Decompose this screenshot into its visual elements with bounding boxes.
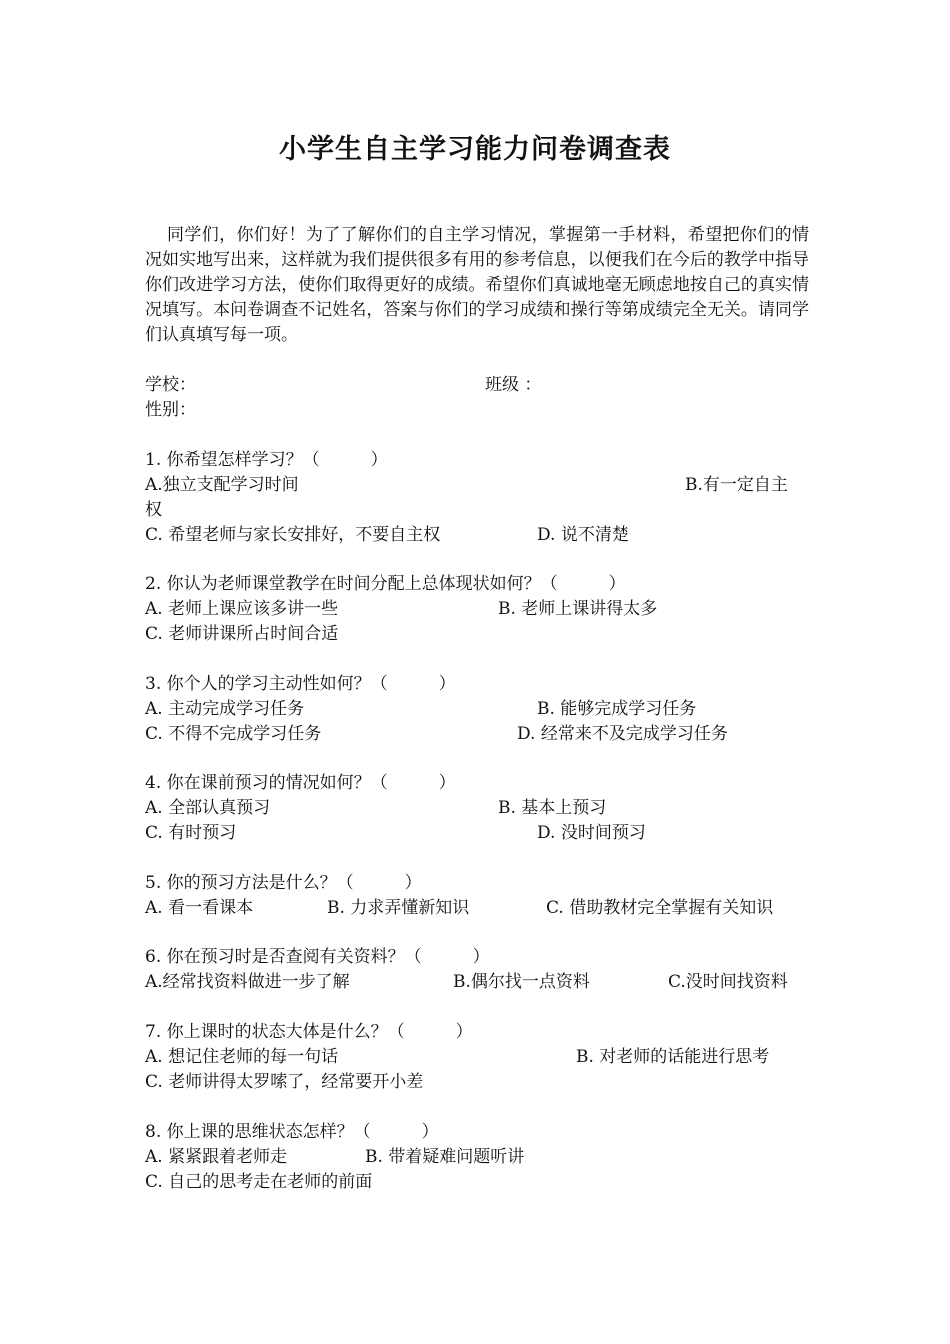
question-2-option-c: C. 老师讲课所占时间合适: [145, 624, 339, 644]
page-title: 小学生自主学习能力问卷调查表: [279, 134, 671, 165]
question-3-option-c: C. 不得不完成学习任务: [145, 724, 322, 744]
question-1-option-c: C. 希望老师与家长安排好，不要自主权: [145, 525, 441, 545]
question-1-option-a: A.独立支配学习时间: [145, 475, 299, 495]
question-1-text: 1. 你希望怎样学习？（ ）: [145, 450, 388, 470]
question-3-option-b: B. 能够完成学习任务: [537, 699, 697, 719]
intro-paragraph: 同学们，你们好！为了了解你们的自主学习情况，掌握第一手材料，希望把你们的情况如实地写出来，这样就为我们提供很多有用的参考信息，以便我们在今后的教学中指导你们改进学习方法，使你们取得更好的成绩。希望你们真诚地毫无顾虑地按自己的真实情况填写。本问卷调查不记姓名，答案与你们的学习成绩和操行等第成绩完全无关。请同学们认真填写每一项。: [145, 225, 809, 345]
school-label: 学校：: [145, 375, 196, 395]
question-7-option-a: A. 想记住老师的每一句话: [145, 1047, 339, 1067]
question-6-option-a: A.经常找资料做进一步了解: [145, 972, 350, 992]
question-2-text: 2. 你认为老师课堂教学在时间分配上总体现状如何？（ ）: [145, 574, 626, 594]
question-4-text: 4. 你在课前预习的情况如何？（ ）: [145, 773, 456, 793]
question-2-option-a: A. 老师上课应该多讲一些: [145, 599, 339, 619]
question-5-option-a: A. 看一看课本: [145, 898, 254, 918]
gender-label: 性别：: [145, 400, 196, 420]
question-5-option-c: C. 借助教材完全掌握有关知识: [546, 898, 774, 918]
question-6-option-c: C.没时间找资料: [668, 972, 788, 992]
question-8-option-b: B. 带着疑难问题听讲: [365, 1147, 525, 1167]
question-8-text: 8. 你上课的思维状态怎样？（ ）: [145, 1122, 439, 1142]
question-4-option-a: A. 全部认真预习: [145, 798, 271, 818]
question-8-option-a: A. 紧紧跟着老师走: [145, 1147, 288, 1167]
question-4-option-d: D. 没时间预习: [537, 823, 646, 843]
question-8-option-c: C. 自己的思考走在老师的前面: [145, 1172, 373, 1192]
question-7-option-b: B. 对老师的话能进行思考: [576, 1047, 770, 1067]
question-7-option-c: C. 老师讲得太罗嗦了，经常要开小差: [145, 1072, 424, 1092]
question-3-option-a: A. 主动完成学习任务: [145, 699, 305, 719]
question-3-text: 3. 你个人的学习主动性如何？（ ）: [145, 674, 456, 694]
class-label: 班级 ：: [485, 375, 542, 395]
question-6-text: 6. 你在预习时是否查阅有关资料？（ ）: [145, 947, 490, 967]
question-3-option-d: D. 经常来不及完成学习任务: [517, 724, 728, 744]
question-7-text: 7. 你上课时的状态大体是什么？（ ）: [145, 1022, 473, 1042]
question-1-option-b-wrap: 权: [145, 500, 162, 520]
question-1-option-b: B.有一定自主: [685, 475, 788, 495]
question-5-text: 5. 你的预习方法是什么？（ ）: [145, 873, 422, 893]
question-1-option-d: D. 说不清楚: [537, 525, 629, 545]
question-5-option-b: B. 力求弄懂新知识: [327, 898, 470, 918]
question-2-option-b: B. 老师上课讲得太多: [498, 599, 658, 619]
question-4-option-b: B. 基本上预习: [498, 798, 607, 818]
question-4-option-c: C. 有时预习: [145, 823, 237, 843]
question-6-option-b: B.偶尔找一点资料: [453, 972, 590, 992]
